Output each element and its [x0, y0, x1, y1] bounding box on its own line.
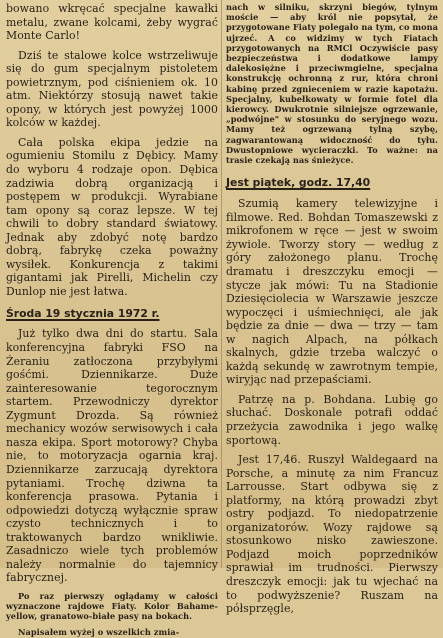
column-divider — [221, 0, 222, 568]
paragraph: bowano wkręcać specjalne kawałki metalu, zwane kolcami, żeby wygrać Monte Carlo! — [6, 2, 218, 43]
paragraph-small: nach w silniku, skrzyni biegów, tylnym moście — aby król nie popsytał, że przygotowane Fiaty polegało na tym, co mona ujrzeć. A co widzimy w tych Fiatach przygotowanych na RMCl Oczywiście pasy bezpieczeństwa i dodatkowe lampy dalekosiężne i przeciwmgielne, specjalna konstrukcję ochronną z rur, która chroni kabinę przed zgnieceniem w razie kapotażu. Specjalny, kubełkowaty w formie fotel dla kierowcy. Dwukrotnie silniejsze ogrzewanie, „podwójne" w stosunku do seryjnego wozu. Mamy też ogrzewaną tylną szybę, zagwarantowaną widoczność do tyłu. Dwustopniowe wycieraczki. To ważne: na trasie czekają nas śnieżyce. — [226, 2, 438, 166]
paragraph: Cała polska ekipa jedzie na ogumieniu Stomilu z Dębicy. Mamy do wyboru 4 rodzaje opon. Dębica zadziwia dobrą organizacją i postępem w produkcji. Wyrabiane tam opony są coraz lepsze. W tej chwili to dobry standard światowy. Jednak aby zdobyć notę bardzo dobrą, fabrykę czeka poważny wysiłek. Konkurencja z takimi gigantami jak Pirelli, Michelin czy Dunlop nie jest łatwa. — [6, 135, 218, 298]
paragraph: Jest 17,46. Ruszył Waldegaard na Porsche, a minutę za nim Francuz Larrousse. Start odbywa się z platformy, na którą prowadzi zbyt ostry podjazd. To niedopatrzenie organizatorów. Wozy rajdowe są stosunkowo nisko zawieszone. Podjazd moich poprzedników sprawiał im trudności. Pierwszy dreszczyk emocji: jak tu wjechać na to podwyższenie? Ruszam na półsprzęgle, — [226, 453, 438, 616]
paragraph: Dziś te stalowe kolce wstrzeliwuje się do gum specjalnym pistoletem powietrznym, pod ciśnieniem ok. 10 atm. Niektórzy stosują nawet takie opony, w których jest powyżej 1000 kolców w każdej. — [6, 48, 218, 130]
paragraph: Już tylko dwa dni do startu. Sala konferencyjna fabryki FSO na Żeraniu zatłoczona przybyłymi gośćmi. Dziennikarze. Duże zainteresowanie tegorocznym startem. Przewodniczy dyrektor Zygmunt Drozda. Są również mechanicy wozów serwisowych i cała nasza ekipa. Sport motorowy? Chyba nie, to motoryzacja ogarnia kraj. Dziennikarze zarzucają dyrektora pytaniami. Trochę dziwna ta konferencja prasowa. Pytania i odpowiedzi dotyczą wyłącznie spraw czysto technicznych i to traktowanych bardzo wnikliwie. Zasadniczo wiele tych problemów należy normalnie do tajemnicy fabrycznej. — [6, 327, 218, 585]
section-heading-date: Środa 19 stycznia 1972 r. — [6, 307, 160, 321]
section-heading-time: Jest piątek, godz. 17,40 — [226, 176, 371, 190]
paragraph: Patrzę na p. Bohdana. Lubię go słuchać. Doskonale potrafi oddać przeżycia zawodnika i jego walkę sportową. — [226, 392, 438, 447]
paragraph-small: Po raz pierwszy oglądamy w całości wyznaczone rajdowe Fiaty. Kolor Bahame-yellow, granatowo-białe pasy na bokach. — [6, 590, 218, 622]
paragraph-small: Napisałem wyżej o wszelkich zmia- — [18, 627, 180, 638]
right-column — [226, 2, 438, 616]
left-column — [6, 2, 218, 638]
paragraph: Szumią kamery telewizyjne i filmowe. Red. Bohdan Tomaszewski z mikrofonem w ręce — jest w swoim żywiole. Tworzy story — według z góry założonego planu. Trochę dramatu i dreszczyku emocji — stycze jak mówi: Tu na Stadionie Dziesięciolecia w Warszawie jeszcze wypoczęci i uśmiechnięci, ale jak będzie za dnie — dwa — trzy — tam w nagich Alpach, na półkach skalnych, gdzie trzeba walczyć o każdą sekundę w zawrotnym tempie, wiryjąc nad przepaściami. — [226, 197, 438, 387]
